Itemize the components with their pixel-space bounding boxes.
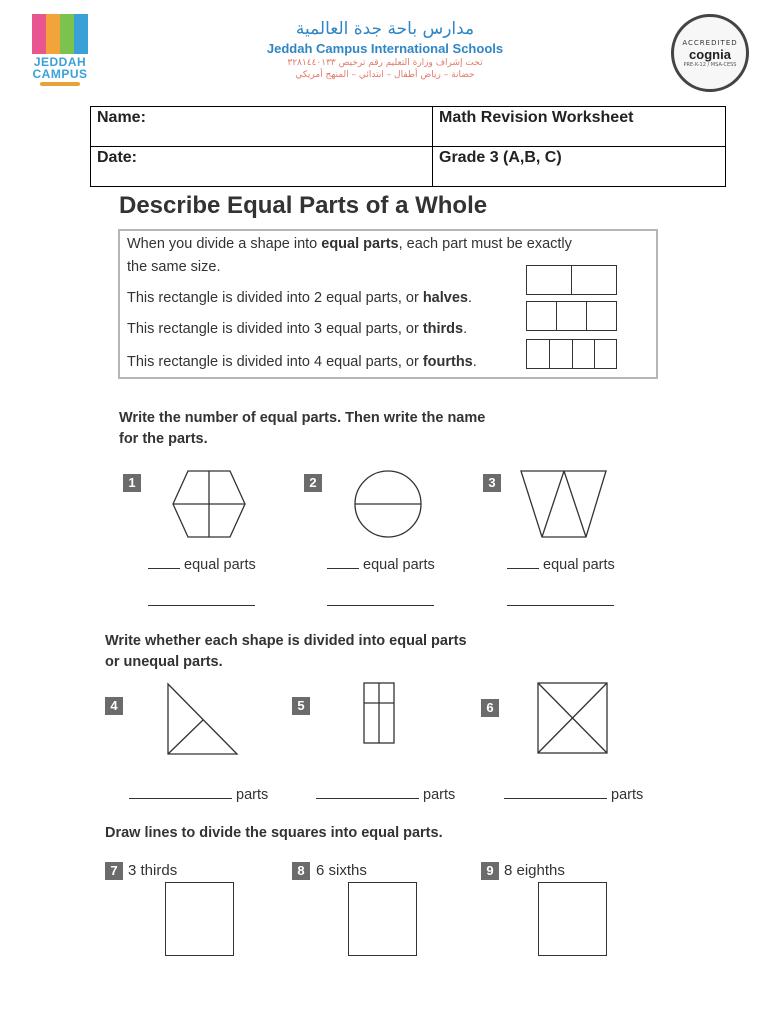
answer-3-equal-parts[interactable]: equal parts xyxy=(507,557,615,573)
square-x-shape xyxy=(536,681,610,755)
section1-instruction xyxy=(119,408,485,450)
cognia-accreditation-seal xyxy=(671,14,749,92)
seal-bottom-text: PRE-K-12 / MSA-CESS xyxy=(683,61,737,68)
problem-number-7: 7 xyxy=(105,862,123,880)
answer-4-parts[interactable]: parts xyxy=(129,787,268,803)
thirds-row-text: This rectangle is divided into 3 equal parts, or thirds. xyxy=(127,321,468,337)
problem-number-9: 9 xyxy=(481,862,499,880)
lesson-title: Describe Equal Parts of a Whole xyxy=(119,192,488,219)
rect-part xyxy=(572,339,595,369)
thirds-rectangle xyxy=(526,301,617,331)
grade-cell xyxy=(433,147,726,187)
worksheet-title-cell xyxy=(433,107,726,147)
halves-rectangle xyxy=(526,265,617,295)
problem-number-6: 6 xyxy=(481,699,499,717)
draw-square-7[interactable] xyxy=(165,882,234,956)
definition-line-1: When you divide a shape into equal parts, each part must be exactly xyxy=(127,236,572,252)
answer-2-name-line[interactable] xyxy=(327,605,434,606)
grade-label: Grade 3 (A,B, C) xyxy=(439,149,562,166)
halves-row-text: This rectangle is divided into 2 equal parts, or halves. xyxy=(127,290,472,306)
date-label: Date: xyxy=(97,149,138,166)
section3-instruction: Draw lines to divide the squares into equal parts. xyxy=(105,825,443,841)
logo-text-line1: JEDDAH xyxy=(33,55,87,69)
name-label: Name: xyxy=(97,109,146,126)
hexagon-quarters-shape xyxy=(170,468,248,540)
school-license-arabic: تحت إشراف وزارة التعليم رقم ترخيص ٣٢٨١٤٤٠١٣٣ xyxy=(287,58,483,68)
school-stages-arabic: حضانة – رياض أطفال – ابتدائي – المنهج أمريكي xyxy=(295,70,475,80)
split-square-shape xyxy=(165,681,241,757)
fourths-row-text: This rectangle is divided into 4 equal parts, or fourths. xyxy=(127,354,477,370)
draw-square-9[interactable] xyxy=(538,882,607,956)
section2-instruction-line1: Write whether each shape is divided into equal parts xyxy=(105,633,467,649)
school-name-english: Jeddah Campus International Schools xyxy=(266,41,504,56)
answer-3-name-line[interactable] xyxy=(507,605,614,606)
worksheet-title: Math Revision Worksheet xyxy=(439,109,634,126)
logo-text-line2: CAMPUS xyxy=(32,67,88,81)
label-8-eighths: 8 eighths xyxy=(504,862,565,879)
answer-6-parts[interactable]: parts xyxy=(504,787,643,803)
problem-number-5: 5 xyxy=(292,697,310,715)
rect-part xyxy=(571,265,617,295)
problem-number-8: 8 xyxy=(292,862,310,880)
answer-5-parts[interactable]: parts xyxy=(316,787,455,803)
rect-part xyxy=(526,339,550,369)
label-6-sixths: 6 sixths xyxy=(316,862,367,879)
answer-1-name-line[interactable] xyxy=(148,605,255,606)
draw-square-8[interactable] xyxy=(348,882,417,956)
problem-number-1: 1 xyxy=(123,474,141,492)
section1-instruction-line2: for the parts. xyxy=(119,431,208,447)
rect-part xyxy=(549,339,573,369)
student-info-table xyxy=(90,106,726,187)
rect-part xyxy=(594,339,617,369)
problem-number-4: 4 xyxy=(105,697,123,715)
problem-number-2: 2 xyxy=(304,474,322,492)
section2-instruction-line2: or unequal parts. xyxy=(105,654,223,670)
rect-part xyxy=(556,301,587,331)
rect-part xyxy=(586,301,617,331)
seal-main-text: cognia xyxy=(689,46,731,62)
jeddah-campus-logo xyxy=(30,14,90,86)
rect-part xyxy=(526,265,572,295)
logo-underline xyxy=(40,82,80,86)
problem-number-3: 3 xyxy=(483,474,501,492)
answer-1-equal-parts[interactable]: equal parts xyxy=(148,557,256,573)
school-name-arabic: مدارس باحة جدة العالمية xyxy=(295,19,475,39)
school-header xyxy=(240,18,530,81)
seal-top-text: ACCREDITED xyxy=(682,38,738,47)
section1-instruction-line1: Write the number of equal parts. Then write the name xyxy=(119,410,486,426)
logo-figures xyxy=(30,14,90,56)
label-3-thirds: 3 thirds xyxy=(128,862,178,879)
definition-line-2: the same size. xyxy=(127,259,221,275)
date-cell[interactable] xyxy=(91,147,433,187)
trapezoid-thirds-shape xyxy=(518,468,610,540)
section2-instruction xyxy=(105,631,467,673)
rect-part xyxy=(526,301,557,331)
name-cell[interactable] xyxy=(91,107,433,147)
circle-halves-shape xyxy=(350,468,426,540)
answer-2-equal-parts[interactable]: equal parts xyxy=(327,557,435,573)
rectangle-cross-shape xyxy=(362,681,396,745)
fourths-rectangle xyxy=(526,339,617,369)
